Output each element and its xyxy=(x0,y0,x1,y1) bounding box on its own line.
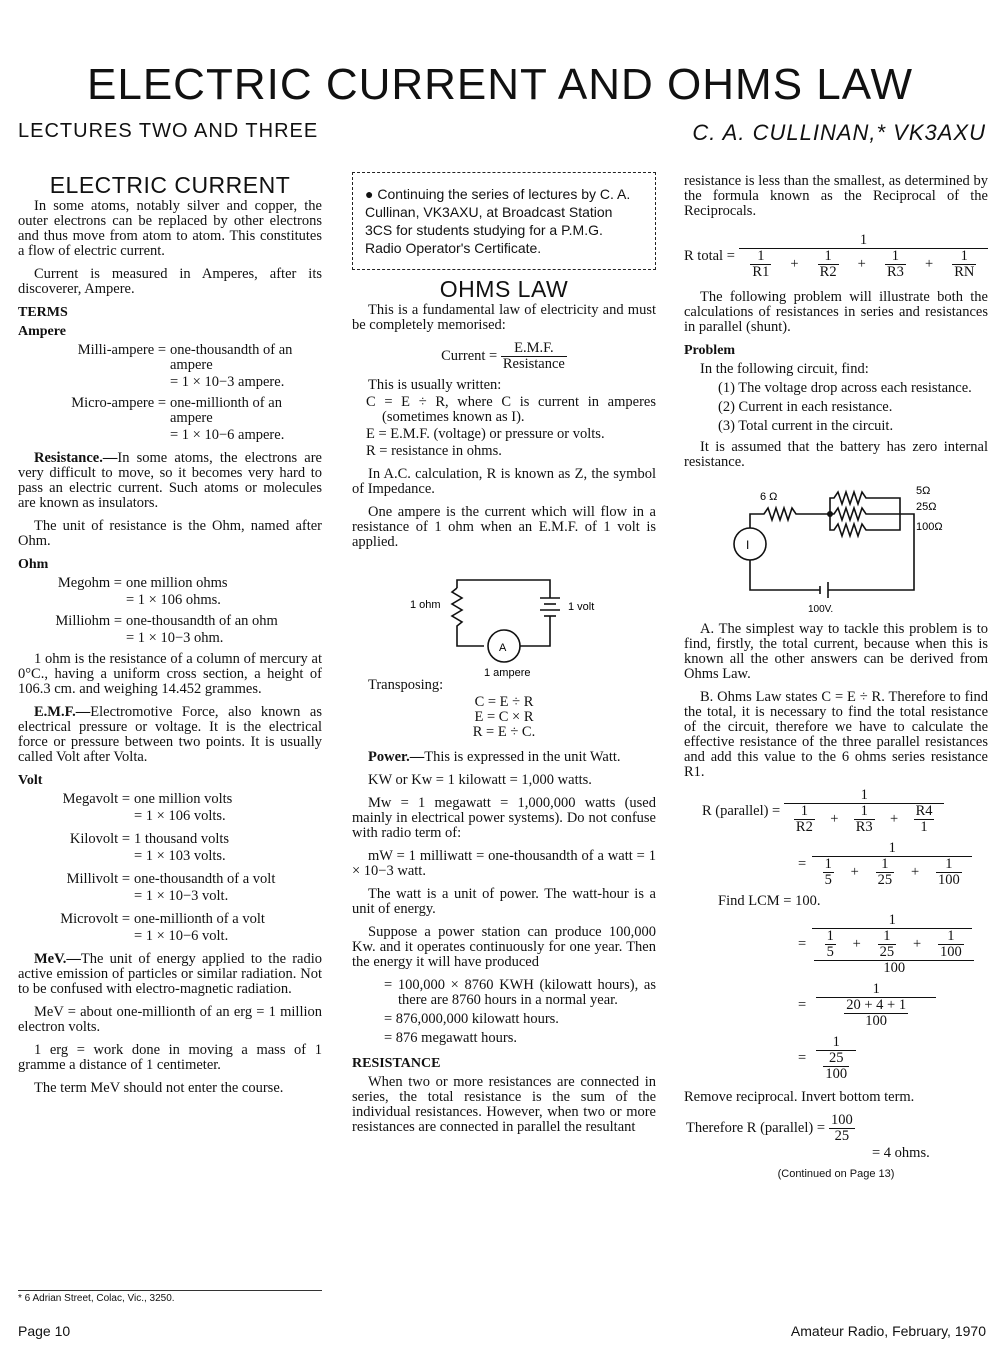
formula-line: R = resistance in ohms. xyxy=(366,443,502,459)
problem-item: (3) Total current in the circuit. xyxy=(718,418,894,434)
resistance-text: In some atoms, the electrons are very difficult to move, so it becomes very hard to pass an electric current. Such atoms or molecules are known as insulators. xyxy=(18,450,322,511)
formula-line: C = E ÷ R, where C is current in amperes (sometimes known as I). xyxy=(366,394,656,425)
definition: one million volts xyxy=(134,791,233,807)
term: Micro-ampere = xyxy=(71,395,166,411)
paragraph: In some atoms, notably silver and copper, the outer electrons can be replaced by other electrons and thus move from atom to atom. This constitutes a flow of electric current. xyxy=(18,198,322,259)
term: Megavolt = xyxy=(62,791,130,807)
current-meter-label: I xyxy=(746,538,750,552)
resistance-heading: RESISTANCE xyxy=(352,1056,441,1071)
rparallel-formula: R (parallel) = 1 $\frac{1}{R2}$ + $\frac{1}{R3}$ + $\frac{R4}{1}$ xyxy=(702,788,988,835)
definition-row xyxy=(18,849,322,864)
paragraph: The unit of resistance is the Ohm, named after Ohm. xyxy=(18,518,322,549)
definition-row xyxy=(18,912,322,927)
term: Microvolt = xyxy=(60,911,130,927)
paragraph: mW = 1 milliwatt = one-thousandth of a watt = 1 × 10−3 watt. xyxy=(352,848,656,879)
definition-row xyxy=(18,929,322,944)
definition: = 1 × 10−3 ohm. xyxy=(126,630,224,646)
paragraph: In the following circuit, find: xyxy=(700,361,869,377)
mev-label: MeV.— xyxy=(34,951,81,967)
section-heading-electric-current: ELECTRIC CURRENT xyxy=(49,172,291,198)
definition: one-thousandth of an ampere xyxy=(170,342,293,373)
definition-row xyxy=(18,593,322,608)
paragraph xyxy=(18,705,322,765)
resistor-label: 1 ohm xyxy=(410,599,441,611)
author-byline: C. A. CULLINAN,* VK3AXU xyxy=(692,120,986,145)
definition-row xyxy=(18,872,322,887)
transpose-line: R = E ÷ C. xyxy=(472,724,536,740)
term: Megohm = xyxy=(57,575,122,591)
definition-row xyxy=(18,375,322,390)
resistance-label: Resistance.— xyxy=(34,450,118,466)
problem-item: (1) The voltage drop across each resistance. xyxy=(718,380,972,396)
column-2 xyxy=(352,172,656,1143)
resistor-6-label: 6 Ω xyxy=(760,491,778,503)
denominator: Resistance xyxy=(502,356,565,372)
definition: one-thousandth of a volt xyxy=(134,871,276,887)
paragraph: This is a fundamental law of electricity and must be completely memorised: xyxy=(352,302,656,333)
paragraph: The term MeV should not enter the course. xyxy=(34,1080,284,1096)
intro-box: ● Continuing the series of lectures by C. A. Cullinan, VK3AXU, at Broadcast Station 3CS for students studying for a P.M.G. Radio Operator's Certificate. xyxy=(352,172,656,270)
publication-footer: Amateur Radio, February, 1970 xyxy=(790,1323,986,1339)
terms-heading: TERMS xyxy=(18,305,68,320)
resistor-100-label: 100Ω xyxy=(916,521,943,533)
battery-voltage-label: 100V. xyxy=(808,604,834,615)
mev-text: The unit of energy applied to the radio active emission of particles or similar radiation. Not to be confused with electro-magnetic radiation. xyxy=(18,951,322,997)
emf-label: E.M.F.— xyxy=(34,704,91,720)
continued-note: (Continued on Page 13) xyxy=(777,1168,895,1180)
definition-row xyxy=(18,631,322,646)
rparallel-step: = 1 $\frac{1}{5}$ + $\frac{1}{25}$ + $\frac{1}{100}$ xyxy=(798,841,988,888)
paragraph: This is usually written: xyxy=(368,377,502,393)
ohm-heading: Ohm xyxy=(18,557,49,572)
paragraph: Current is measured in Amperes, after its discoverer, Ampere. xyxy=(18,266,322,297)
definition: = 1 × 10−3 volt. xyxy=(134,888,229,904)
paragraph: 1 erg = work done in moving a mass of 1 gramme a distance of 1 centimeter. xyxy=(18,1042,322,1073)
paragraph: resistance is less than the smallest, as determined by the formula known as the Reciprocal of the Reciprocals. xyxy=(684,173,988,219)
paragraph xyxy=(18,451,322,511)
paragraph: B. Ohms Law states C = E ÷ R. Therefore to find the total, it is necessary to find the total resistance of the circuit, therefore we have to calculate the effective resistance of the three parallel resistances and add this value to the 6 ohms series resistance R1. xyxy=(684,689,988,780)
definition: = 1 × 10−6 ampere. xyxy=(170,427,285,443)
power-text: This is expressed in the unit Watt. xyxy=(424,749,621,765)
battery-label: 1 volt xyxy=(568,601,595,613)
problem-item: (2) Current in each resistance. xyxy=(718,399,893,415)
ohm-circuit-diagram xyxy=(352,558,656,679)
definition: = 1 × 10−6 volt. xyxy=(134,928,229,944)
ampere-heading: Ampere xyxy=(18,324,66,339)
definition-row xyxy=(18,889,322,904)
rparallel-step: = $\frac{1}{\frac{25}{100}}$ xyxy=(798,1035,988,1082)
emf-text: Electromotive Force, also known as electrical pressure or voltage. It is the electrical force or pressure between two points. It is usually called Volt after Volta. xyxy=(18,704,322,765)
definition: = 1 × 106 volts. xyxy=(134,808,226,824)
paragraph: In A.C. calculation, R is known as Z, the symbol of Impedance. xyxy=(352,466,656,497)
numerator: E.M.F. xyxy=(501,341,567,357)
ammeter-label: A xyxy=(499,642,507,654)
paragraph xyxy=(352,750,656,765)
section-heading-ohms-law: OHMS LAW xyxy=(439,276,569,302)
formula-label: Current = xyxy=(441,347,498,364)
column-3 xyxy=(684,174,988,1182)
rtotal-formula: R total = 1 $\frac{1}{R1}$ + $\frac{1}{R2}$ + $\frac{1}{R3}$ + $\frac{1}{RN}$ xyxy=(684,233,988,280)
transpose-line: E = C × R xyxy=(474,709,534,725)
paragraph: Mw = 1 megawatt = 1,000,000 watts (used mainly in electrical power systems). Do not confuse with radio term of: xyxy=(352,795,656,841)
power-label: Power.— xyxy=(368,749,425,765)
result-value: = 4 ohms. xyxy=(872,1145,930,1161)
energy-line: = 100,000 × 8760 KWH (kilowatt hours), as there are 8760 hours in a normal year. xyxy=(384,977,656,1008)
paragraph: Transposing: xyxy=(368,677,444,693)
paragraph: 1 ohm is the resistance of a column of mercury at 0°C., having a uniform cross section, a height of 106.3 cm. and weighing 14.452 grammes. xyxy=(18,651,322,697)
formula-label: R total = xyxy=(684,248,735,264)
paragraph: KW or Kw = 1 kilowatt = 1,000 watts. xyxy=(368,772,592,788)
resistor-25-label: 25Ω xyxy=(916,501,937,513)
footnote: * 6 Adrian Street, Colac, Vic., 3250. xyxy=(18,1290,322,1304)
paragraph: The watt is a unit of power. The watt-hour is a unit of energy. xyxy=(352,886,656,917)
definition: one-millionth of a volt xyxy=(134,911,265,927)
paragraph: It is assumed that the battery has zero internal resistance. xyxy=(684,439,988,470)
transpose-line: C = E ÷ R xyxy=(474,694,534,710)
term: Millivolt = xyxy=(66,871,130,887)
current-formula xyxy=(352,341,656,372)
lecture-subtitle: LECTURES TWO AND THREE xyxy=(18,120,319,142)
energy-line: = 876 megawatt hours. xyxy=(384,1030,518,1046)
definition: = 1 × 10−3 ampere. xyxy=(170,374,285,390)
definition: one million ohms xyxy=(126,575,228,591)
paragraph: The following problem will illustrate both the calculations of resistances in series and resistances in parallel (shunt). xyxy=(684,289,988,335)
definition-row xyxy=(18,343,322,373)
rparallel-step: = 1 $\frac{1}{5}$ + $\frac{1}{25}$ + $\frac{1}{100}$ 100 xyxy=(798,913,988,976)
paragraph xyxy=(18,952,322,997)
definition: 1 thousand volts xyxy=(134,831,230,847)
definition: = 1 × 103 volts. xyxy=(134,848,226,864)
resistor-5-label: 5Ω xyxy=(916,485,931,497)
definition: one-thousandth of an ohm xyxy=(126,613,278,629)
result-formula: Therefore R (parallel) = $\frac{100}{25}$ xyxy=(686,1112,853,1144)
definition-row xyxy=(18,614,322,629)
term: Kilovolt = xyxy=(69,831,130,847)
definition-row xyxy=(18,809,322,824)
page-title: ELECTRIC CURRENT AND OHMS LAW xyxy=(87,60,913,109)
page-number: Page 10 xyxy=(18,1323,71,1339)
lcm-line: Find LCM = 100. xyxy=(718,893,821,909)
paragraph: When two or more resistances are connected in series, the total resistance is the sum of the individual resistances. However, when two or more resistances are connected in parallel the resultant xyxy=(352,1074,656,1135)
definition-row xyxy=(18,832,322,847)
volt-heading: Volt xyxy=(18,773,43,788)
definition-row xyxy=(18,792,322,807)
definition-row xyxy=(18,396,322,426)
paragraph: MeV = about one-millionth of an erg = 1 million electron volts. xyxy=(18,1004,322,1035)
definition-row xyxy=(18,428,322,443)
term: Milli-ampere = xyxy=(77,342,166,358)
definition: one-millionth of an ampere xyxy=(170,395,282,426)
definition: = 1 × 106 ohms. xyxy=(126,592,221,608)
energy-line: = 876,000,000 kilowatt hours. xyxy=(384,1011,559,1027)
paragraph: Suppose a power station can produce 100,000 Kw. and it operates continuously for one year. Then the energy it will have produced xyxy=(352,924,656,970)
current-label: 1 ampere xyxy=(484,667,531,679)
problem-circuit-diagram xyxy=(684,478,988,615)
formula-line: E = E.M.F. (voltage) or pressure or volts. xyxy=(366,426,605,442)
paragraph: Remove reciprocal. Invert bottom term. xyxy=(684,1089,915,1105)
column-1 xyxy=(18,172,322,1104)
definition-row xyxy=(18,576,322,591)
term: Milliohm = xyxy=(55,613,122,629)
problem-heading: Problem xyxy=(684,343,736,358)
rparallel-step: = $\frac{1}{\frac{20 + 4 + 1}{100}}$ xyxy=(798,982,988,1029)
paragraph: A. The simplest way to tackle this problem is to find, firstly, the total current, because when this is known all the other answers can be derived from Ohms Law. xyxy=(684,621,988,682)
paragraph: One ampere is the current which will flow in a resistance of 1 ohm when an E.M.F. of 1 volt is applied. xyxy=(352,504,656,550)
